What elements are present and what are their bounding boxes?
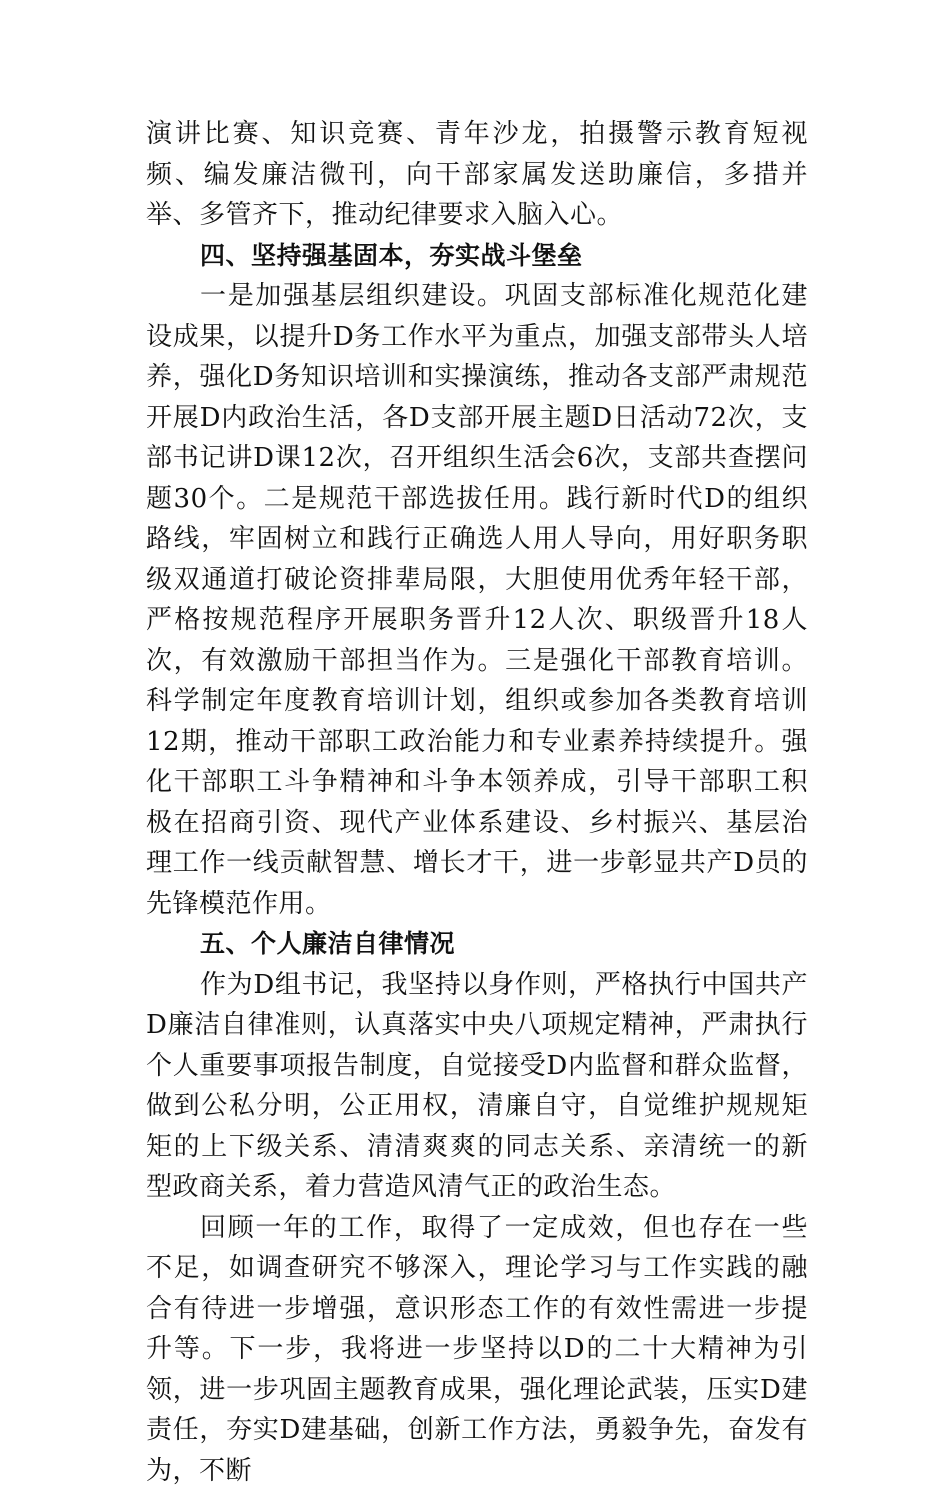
section-heading-5: 五、个人廉洁自律情况	[146, 924, 808, 965]
body-paragraph-section-5: 作为D组书记，我坚持以身作则，严格执行中国共产D廉洁自律准则，认真落实中央八项规定精神，严肃执行个人重要事项报告制度，自觉接受D内监督和群众监督，做到公私分明，公正用权，清廉自守，自觉维护规规矩矩的上下级关系、清清爽爽的同志关系、亲清统一的新型政商关系，着力营造风清气正的政治生态。	[146, 965, 808, 1208]
document-body	[146, 114, 808, 1491]
body-paragraph-continued: 演讲比赛、知识竞赛、青年沙龙，拍摄警示教育短视频、编发廉洁微刊，向干部家属发送助廉信，多措并举、多管齐下，推动纪律要求入脑入心。	[146, 114, 808, 236]
body-paragraph-summary: 回顾一年的工作，取得了一定成效，但也存在一些不足，如调查研究不够深入，理论学习与工作实践的融合有待进一步增强，意识形态工作的有效性需进一步提升等。下一步，我将进一步坚持以D的二十大精神为引领，进一步巩固主题教育成果，强化理论武装，压实D建责任，夯实D建基础，创新工作方法，勇毅争先，奋发有为，不断	[146, 1208, 808, 1491]
section-heading-4: 四、坚持强基固本，夯实战斗堡垒	[146, 236, 808, 277]
body-paragraph-section-4: 一是加强基层组织建设。巩固支部标准化规范化建设成果，以提升D务工作水平为重点，加强支部带头人培养，强化D务知识培训和实操演练，推动各支部严肃规范开展D内政治生活，各D支部开展主题D日活动72次，支部书记讲D课12次，召开组织生活会6次，支部共查摆问题30个。二是规范干部选拔任用。践行新时代D的组织路线，牢固树立和践行正确选人用人导向，用好职务职级双通道打破论资排辈局限，大胆使用优秀年轻干部，严格按规范程序开展职务晋升12人次、职级晋升18人次，有效激励干部担当作为。三是强化干部教育培训。科学制定年度教育培训计划，组织或参加各类教育培训12期，推动干部职工政治能力和专业素养持续提升。强化干部职工斗争精神和斗争本领养成，引导干部职工积极在招商引资、现代产业体系建设、乡村振兴、基层治理工作一线贡献智慧、增长才干，进一步彰显共产D员的先锋模范作用。	[146, 276, 808, 924]
